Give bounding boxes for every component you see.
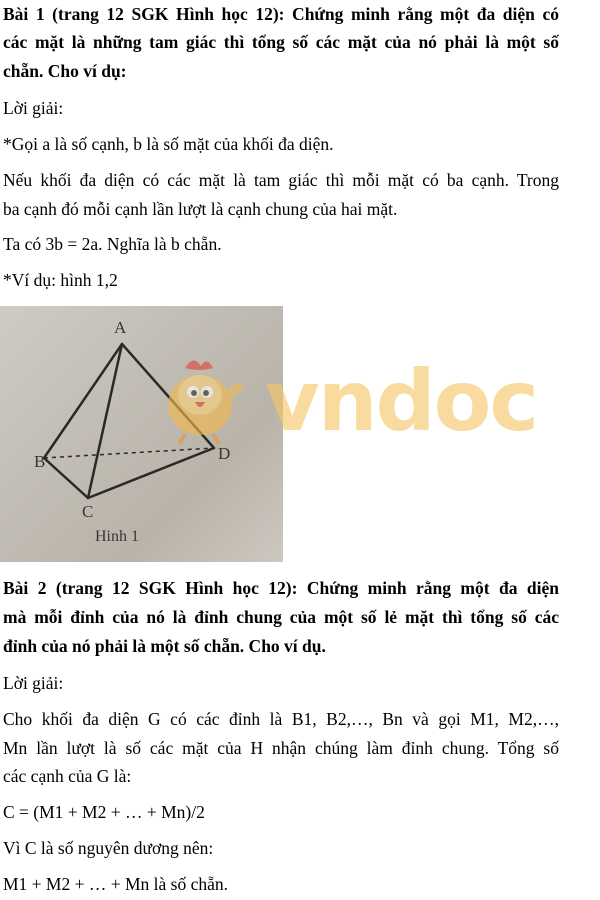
bai2-paragraph-1-line-3: các cạnh của G là: — [3, 766, 132, 786]
vertex-label-a: A — [114, 318, 127, 337]
vndoc-watermark — [155, 350, 538, 450]
bai1-paragraph-1: *Gọi a là số cạnh, b là số mặt của khối đa diện. — [3, 134, 334, 154]
bai2-paragraph-1-line-2: Mn lần lượt là số các mặt của H nhận chúng làm đỉnh chung. Tổng số — [3, 738, 559, 758]
chicken-mascot-icon — [155, 350, 265, 450]
edge-bc — [44, 458, 88, 498]
bai2-paragraph-2: Vì C là số nguyên dương nên: — [3, 838, 214, 858]
watermark-text: vndoc — [265, 352, 538, 450]
bai1-heading-line-1: Bài 1 (trang 12 SGK Hình học 12): Chứng minh rằng một đa diện có — [3, 4, 559, 24]
bai1-paragraph-4: *Ví dụ: hình 1,2 — [3, 270, 118, 290]
bai2-solution-label: Lời giải: — [3, 673, 64, 693]
bai2-heading-line-1: Bài 2 (trang 12 SGK Hình học 12): Chứng minh rằng một đa diện — [3, 578, 559, 598]
bai1-heading-line-3: chẵn. Cho ví dụ: — [3, 61, 127, 81]
bai2-heading-line-2: mà mỗi đỉnh của nó là đỉnh chung của một số lẻ mặt thì tổng số các — [3, 607, 559, 627]
vertex-label-c: C — [82, 502, 94, 521]
vertex-label-b: B — [34, 452, 46, 471]
bai1-paragraph-3: Ta có 3b = 2a. Nghĩa là b chẵn. — [3, 234, 222, 254]
vertex-label-d: D — [218, 444, 231, 463]
edge-cd — [88, 448, 214, 498]
bai1-paragraph-2-line-1: Nếu khối đa diện có các mặt là tam giác thì mỗi mặt có ba cạnh. Trong — [3, 170, 559, 190]
bai2-paragraph-1-line-1: Cho khối đa diện G có các đỉnh là B1, B2,…, Bn và gọi M1, M2,…, — [3, 709, 559, 729]
bai2-paragraph-3: M1 + M2 + … + Mn là số chẵn. — [3, 874, 229, 894]
bai1-heading-line-2: các mặt là những tam giác thì tổng số các mặt của nó phải là một số — [3, 32, 559, 52]
bai2-formula: C = (M1 + M2 + … + Mn)/2 — [3, 802, 205, 822]
figure-caption: Hinh 1 — [95, 528, 139, 545]
bai2-heading-line-3: đỉnh của nó phải là một số chẵn. Cho ví dụ. — [3, 636, 326, 656]
bai1-paragraph-2-line-2: ba cạnh đó mỗi cạnh lần lượt là cạnh chung của hai mặt. — [3, 199, 398, 219]
bai1-solution-label: Lời giải: — [3, 98, 64, 118]
